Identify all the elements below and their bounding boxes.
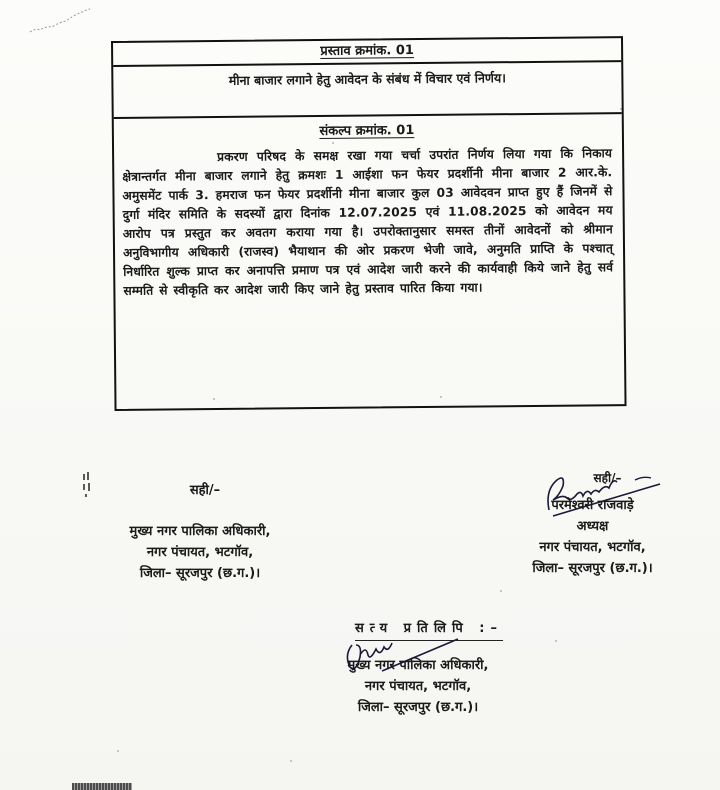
certifier-office: नगर पंचायत, भटगॉव, — [364, 679, 472, 694]
president-name: परमेश्वरी राजवाड़े — [551, 498, 634, 513]
certified-copy-label: सत्य प्रतिलिपि :– — [355, 618, 503, 641]
president-signed-label: सही/– — [593, 471, 622, 485]
paper-speck — [117, 750, 119, 752]
president-designation: अध्यक्ष — [576, 519, 609, 534]
resolution-body: प्रकरण परिषद के समक्ष रखा गया चर्चा उपरांत निर्णय लिया गया कि निकाय क्षेत्रान्तर्गत मीना बाजार लगाने हेतु क्रमशः 1 आईशा फन फेयर प्रदर्शीनी मीना बाजार 2 आर.के. अमुसमेंट पार्क 3. हमराज फन फेयर प्रदर्शीनी मीना बाजार कुल 03 आवेदवन प्राप्त हुए हैं जिनमें से दुर्गा मंदिर समिति के सदस्यों द्वारा दिनांक 12.07.2025 एवं 11.08.2025 को आवेदन मय आरोप पत्र प्रस्तुत कर अवतग कराया गया है। उपरोक्तानुसार समस्त तीनों आवेदनों को श्रीमान अनुविभागीय अधिकारी (राजस्व) भैयाथान की ओर प्रकरण भेजी जावे, अनुमति प्राप्ति के पश्चात् निर्धारित शुल्क प्राप्त कर अनापत्ति प्रमाण पत्र एवं आदेश जारी करने की कार्यवाही किये जाने हेतु सर्व सम्मति से स्वीकृति कर आदेश जारी किए जाने हेतु प्रस्ताव पारित किया गया। — [122, 146, 614, 298]
president-district: जिला– सूरजपुर (छ.ग.)। — [532, 561, 653, 576]
footer-print-mark — [72, 783, 132, 790]
paper-speck — [500, 590, 502, 592]
proposal-table — [111, 36, 627, 411]
cmo-office: नगर पंचायत, भटगॉव, — [146, 545, 254, 560]
resolution-heading-wrap — [122, 118, 612, 141]
ink-mark — [78, 470, 98, 500]
president-office: नगर पंचायत, भटगॉव, — [539, 540, 646, 555]
paper-speck — [555, 640, 557, 642]
corner-scribble-mark — [28, 8, 98, 38]
certified-copy-block — [322, 618, 522, 718]
proposal-heading: प्रस्ताव क्रमांक. 01 — [320, 43, 415, 59]
subject-row — [113, 62, 621, 119]
certified-copy-lines — [314, 655, 522, 718]
paper-speck — [290, 760, 292, 762]
resolution-row — [114, 114, 625, 409]
president-signature-block — [505, 468, 680, 579]
cmo-signed-label: सही/– — [189, 483, 221, 498]
cmo-district: जिला– सूरजपुर (छ.ग.)। — [139, 566, 261, 581]
certifier-designation: मुख्य नगर पालिका अधिकारी, — [347, 658, 489, 673]
proposal-subject: मीना बाजार लगाने हेतु आवेदन के संबंध में विचार एवं निर्णय। — [228, 70, 506, 88]
resolution-heading: संकल्प क्रमांक. 01 — [319, 123, 415, 140]
cmo-designation: मुख्य नगर पालिका अधिकारी, — [129, 524, 271, 539]
cmo-signature-block — [100, 480, 300, 584]
certifier-district: जिला– सूरजपुर (छ.ग.)। — [357, 700, 479, 715]
